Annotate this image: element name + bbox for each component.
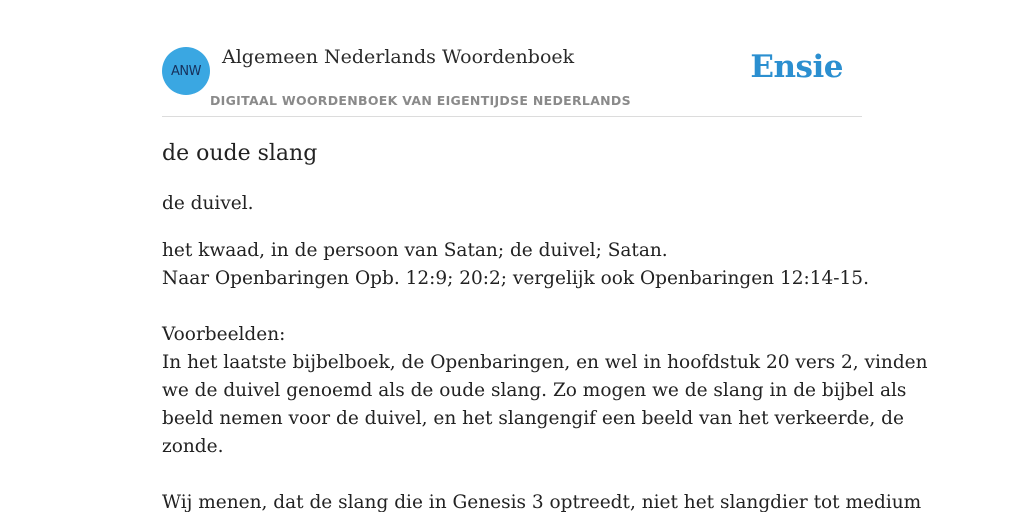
example-line: beeld nemen voor de duivel, en het slangengif een beeld van het verkeerde, de bbox=[162, 408, 904, 429]
example-line: In het laatste bijbelboek, de Openbaringen, en wel in hoofdstuk 20 vers 2, vinden bbox=[162, 352, 928, 373]
definition-source-line: Naar Openbaringen Opb. 12:9; 20:2; vergelijk ook Openbaringen 12:14-15. bbox=[162, 268, 869, 289]
spacer bbox=[162, 461, 862, 489]
examples-heading: Voorbeelden: bbox=[162, 324, 286, 345]
example-line: we de duivel genoemd als de oude slang. Zo mogen we de slang in de bijbel als bbox=[162, 380, 907, 401]
definition-block bbox=[162, 237, 928, 512]
logo-text: ANW bbox=[171, 63, 201, 79]
site-header bbox=[162, 40, 862, 117]
example-line: zonde. bbox=[162, 436, 224, 457]
short-definition: de duivel. bbox=[162, 193, 254, 214]
ensie-brand-link[interactable]: Ensie bbox=[750, 49, 843, 85]
site-title[interactable]: Algemeen Nederlands Woordenboek bbox=[222, 46, 575, 68]
spacer bbox=[162, 293, 862, 321]
entry-term: de oude slang bbox=[162, 141, 318, 166]
example-2 bbox=[162, 489, 922, 512]
site-subtitle: DIGITAAL WOORDENBOEK VAN EIGENTIJDSE NEDERLANDS bbox=[210, 93, 631, 108]
example-line: Wij menen, dat de slang die in Genesis 3 optreedt, niet het slangdier tot medium bbox=[162, 492, 922, 512]
entry-content bbox=[162, 138, 928, 512]
definition-line: het kwaad, in de persoon van Satan; de duivel; Satan. bbox=[162, 240, 668, 261]
anw-logo[interactable] bbox=[162, 47, 210, 95]
example-1 bbox=[162, 349, 928, 461]
